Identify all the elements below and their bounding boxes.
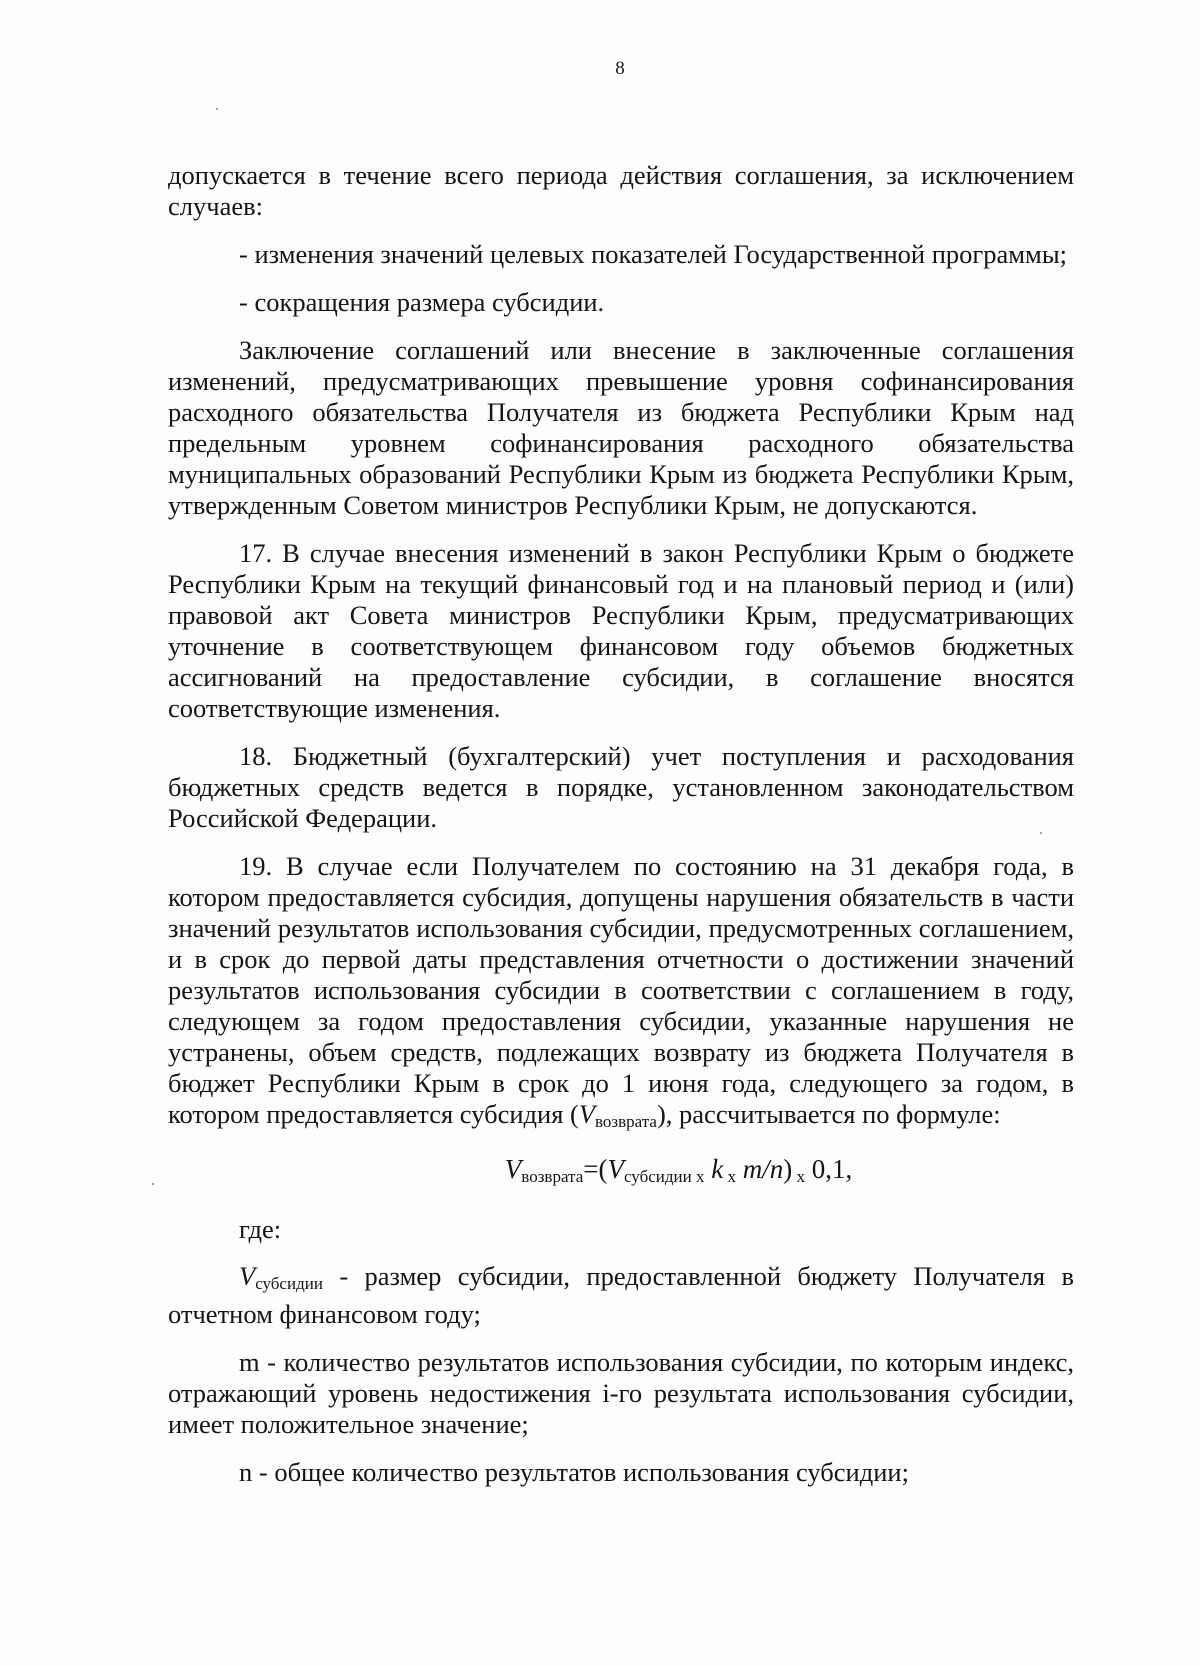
definition-m: m - количество результатов использования субсидии, по которым индекс, отражающий уровень недостижения i-го результата использования субсидии, имеет положительное значение; [168,1347,1074,1439]
paragraph-exception-2: - сокращения размера субсидии. [239,287,605,317]
paragraph-where: где: [239,1214,282,1244]
formula-coefficient: 0,1, [804,1154,853,1184]
paragraph-19-text: 19. В случае если Получателем по состоянию на 31 декабря года, в котором предоставляется субсидия, допущены нарушения обязательств в части значений результатов использования субсидии, предусмотренных соглашением, и в срок до первой даты представления отчетности о достижении значений результатов использования субсидии в соответствии с соглашением в году, следующем за годом предоставления субсидии, указанные нарушения не устранены, объем средств, подлежащих возврату из бюджета Получателя в бюджет Республики Крым в срок до 1 июня года, следующего за годом, в котором предоставляется субсидия ( [168,851,1074,1129]
paragraph-exception-1: - изменения значений целевых показателей Государственной программы; [239,239,1067,269]
scan-speck [216,108,218,110]
scan-speck [1040,832,1042,834]
paragraph-19-subscript: возврата [595,1112,657,1131]
formula-sub-subsidy: субсидии x [623,1167,705,1186]
scan-speck [152,1183,154,1185]
paragraph-intro: допускается в течение всего периода действия соглашения, за исключением случаев: [168,160,1074,221]
paragraph-19-variable: V [578,1099,596,1129]
definition-v-subscript: субсидии [255,1274,323,1293]
formula-k: k [704,1154,724,1184]
formula-m-over-n: m/n [735,1154,784,1184]
definition-n: n - общее количество результатов использования субсидии; [239,1457,909,1487]
formula-close-paren: ) [783,1154,793,1184]
paragraph-19 [168,851,1074,1137]
definition-v-subsidy [168,1261,1074,1330]
paragraph-19-tail: ), рассчитывается по формуле: [656,1099,1001,1129]
formula-equals: =( [583,1154,608,1184]
formula-v-return: V [504,1154,522,1184]
page-number: 8 [615,58,625,79]
paragraph-cofinancing: Заключение соглашений или внесение в заключенные соглашения изменений, предусматривающих превышение уровня софинансирования расходного обязательства Получателя из бюджета Республики Крым над предельным уровнем софинансирования расходного обязательства муниципальных образований Республики Крым из бюджета Республики Крым, утвержденным Советом министров Республики Крым, не допускаются. [168,335,1074,520]
formula-times-2: x [792,1167,805,1186]
definition-v-symbol: V [239,1261,256,1291]
paragraph-17: 17. В случае внесения изменений в закон Республики Крым о бюджете Республики Крым на текущий финансовый год и на плановый период и (или) правовой акт Совета министров Республики Крым, предусматривающих уточнение в соответствующем финансовом году объемов бюджетных ассигнований на предоставление субсидии, в соглашение вносятся соответствующие изменения. [168,538,1074,723]
formula-sub-return: возврата [521,1167,584,1186]
return-formula [168,1154,1074,1192]
formula-times-1: x [723,1167,736,1186]
formula-v-subsidy: V [607,1154,624,1184]
document-body [168,160,1074,1505]
definition-v-text: - размер субсидии, предоставленной бюджету Получателя в отчетном финансовом году; [168,1261,1074,1329]
paragraph-18: 18. Бюджетный (бухгалтерский) учет поступления и расходования бюджетных средств ведется в порядке, установленном законодательством Российской Федерации. [168,741,1074,833]
